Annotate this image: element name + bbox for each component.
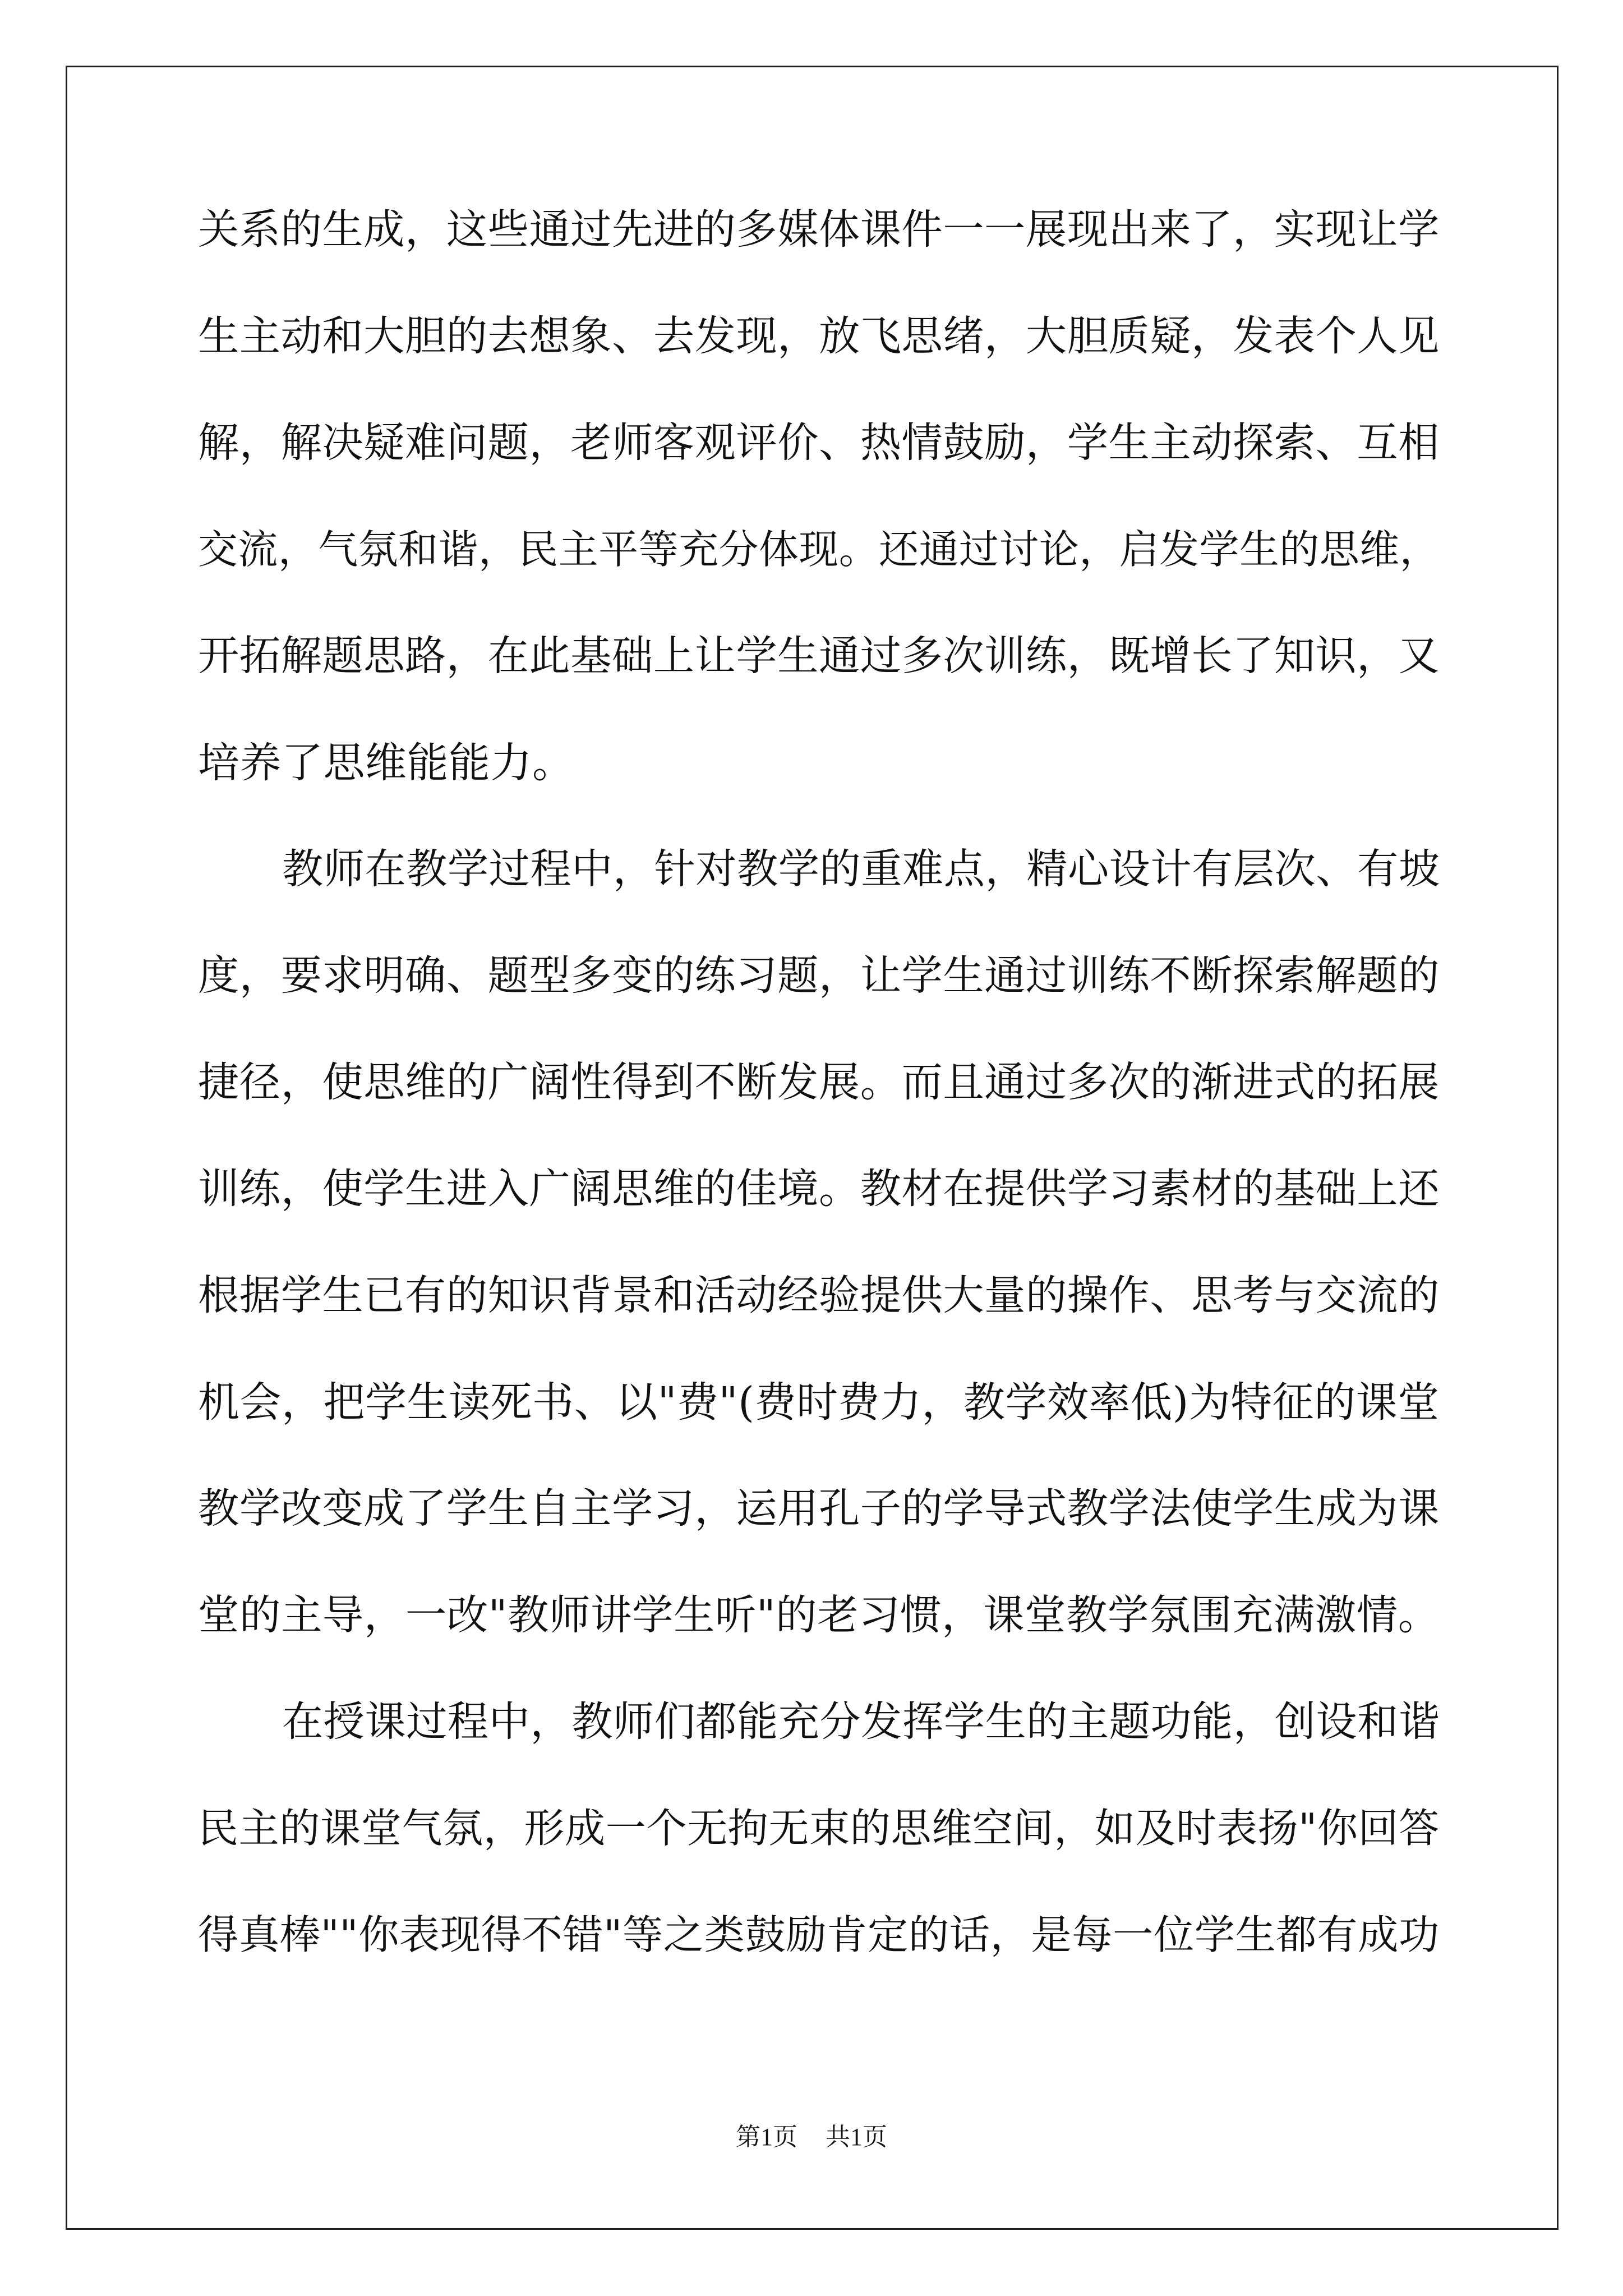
- text-line-15: 在授课过程中，教师们都能充分发挥学生的主题功能，创设和谐: [282, 1698, 1440, 1746]
- text-line-12: 机会，把学生读死书、以"费"(费时费力，教学效率低)为特征的课堂: [198, 1378, 1440, 1427]
- page-number: 第1页: [736, 2123, 797, 2151]
- text-line-4: 交流，气氛和谐，民主平等充分体现。还通过讨论，启发学生的思维，: [198, 526, 1440, 573]
- text-line-8: 度，要求明确、题型多变的练习题，让学生通过训练不断探索解题的: [198, 952, 1440, 1000]
- page-total: 共1页: [826, 2123, 887, 2151]
- page-footer: [0, 2120, 1623, 2154]
- text-line-6: 培养了思维能能力。: [198, 739, 574, 787]
- text-line-13: 教学改变成了学生自主学习，运用孔子的学导式教学法使学生成为课: [198, 1485, 1440, 1533]
- document-body: [198, 203, 1446, 2015]
- text-line-7: 教师在教学过程中，针对教学的重难点，精心设计有层次、有坡: [282, 845, 1440, 893]
- text-line-11: 根据学生已有的知识背景和活动经验提供大量的操作、思考与交流的: [198, 1272, 1440, 1319]
- text-line-9: 捷径，使思维的广阔性得到不断发展。而且通过多次的渐进式的拓展: [198, 1059, 1440, 1106]
- text-line-14: 堂的主导，一改"教师讲学生听"的老习惯，课堂教学氛围充满激情。: [198, 1591, 1440, 1639]
- text-line-10: 训练，使学生进入广阔思维的佳境。教材在提供学习素材的基础上还: [198, 1165, 1440, 1213]
- text-line-2: 生主动和大胆的去想象、去发现，放飞思绪，大胆质疑，发表个人见: [198, 312, 1440, 360]
- text-line-17: 得真棒""你表现得不错"等之类鼓励肯定的话，是每一位学生都有成功: [198, 1912, 1440, 1959]
- text-line-1: 关系的生成，这些通过先进的多媒体课件一一展现出来了，实现让学: [198, 206, 1440, 254]
- text-line-3: 解，解决疑难问题，老师客观评价、热情鼓励，学生主动探索、互相: [198, 419, 1440, 467]
- text-line-5: 开拓解题思路，在此基础上让学生通过多次训练，既增长了知识，又: [198, 632, 1440, 680]
- text-line-16: 民主的课堂气氛，形成一个无拘无束的思维空间，如及时表扬"你回答: [198, 1805, 1440, 1852]
